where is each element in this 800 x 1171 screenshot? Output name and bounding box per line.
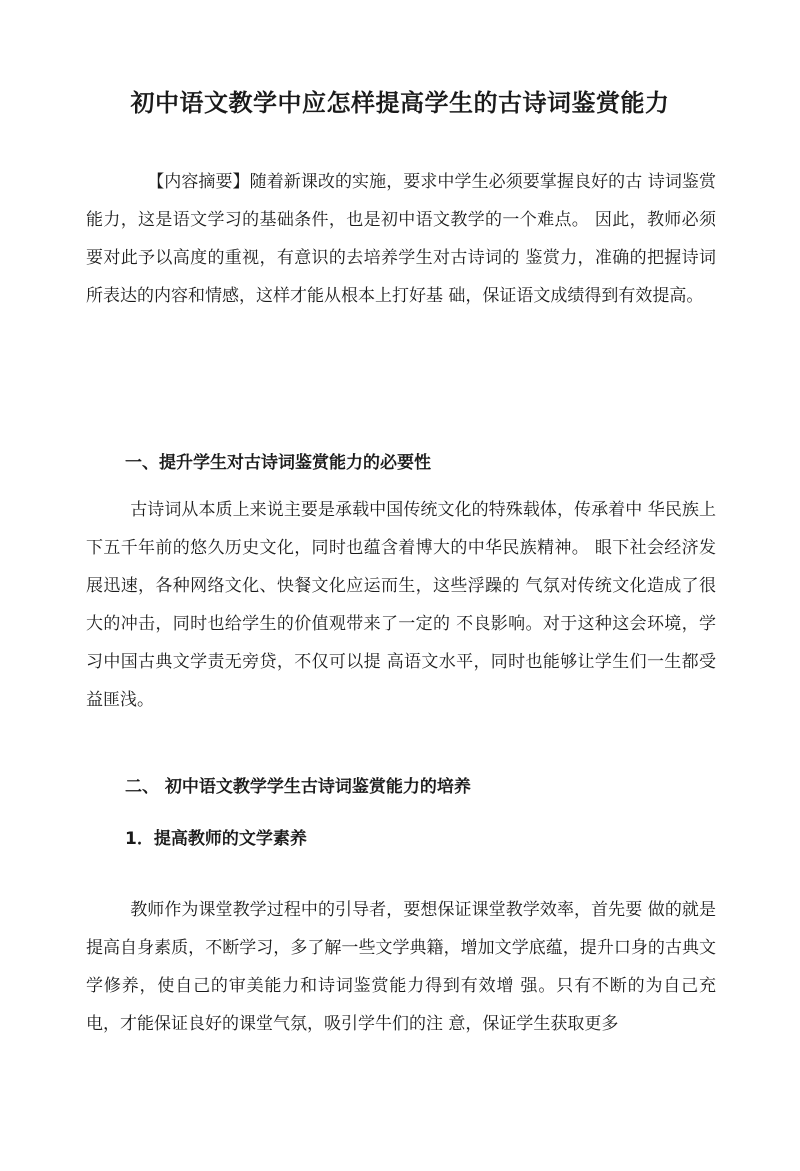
section-1-heading: 一、提升学生对古诗词鉴赏能力的必要性	[125, 453, 431, 473]
subsection-1-heading: 1．提高教师的文学素养	[125, 829, 307, 849]
document-title: 初中语文教学中应怎样提高学生的古诗词鉴赏能力	[130, 89, 670, 118]
section-2-heading: 二、 初中语文教学学生古诗词鉴赏能力的培养	[125, 777, 471, 797]
section-1-paragraph: 古诗词从本质上来说主要是承载中国传统文化的特殊载体，传承着中 华民族上下五千年前的悠久历史文化，同时也蕴含着博大的中华民族精神。 眼下社会经济发展迅速，各种网络文化、快餐文化应运而生，这些浮躁的 气氛对传统文化造成了很大的冲击，同时也给学生的价值观带来了一定的 不良影响。对于这种这会环境，学习中国古典文学责无旁贷，不仅可以提 高语文水平，同时也能够让学生们一生都受益匪浅。	[86, 500, 716, 710]
subsection-1-paragraph: 教师作为课堂教学过程中的引导者，要想保证课堂教学效率，首先要 做的就是提高自身素质，不断学习，多了解一些文学典籍，增加文学底蕴，提升口身的古典文学修养，使自己的审美能力和诗词鉴赏能力得到有效增 强。只有不断的为自己充电，才能保证良好的课堂气氛，吸引学牛们的注 意，保证学生获取更多	[86, 900, 716, 1034]
abstract-paragraph: 【内容摘要】随着新课改的实施，要求中学生必须要掌握良好的古 诗词鉴赏能力，这是语文学习的基础条件，也是初中语文教学的一个难点。 因此，教师必须要对此予以高度的重视，有意识的去培养学生对古诗词的 鉴赏力，准确的把握诗词所表达的内容和情感，这样才能从根本上打好基 础，保证语文成绩得到有效提高。	[86, 172, 716, 306]
